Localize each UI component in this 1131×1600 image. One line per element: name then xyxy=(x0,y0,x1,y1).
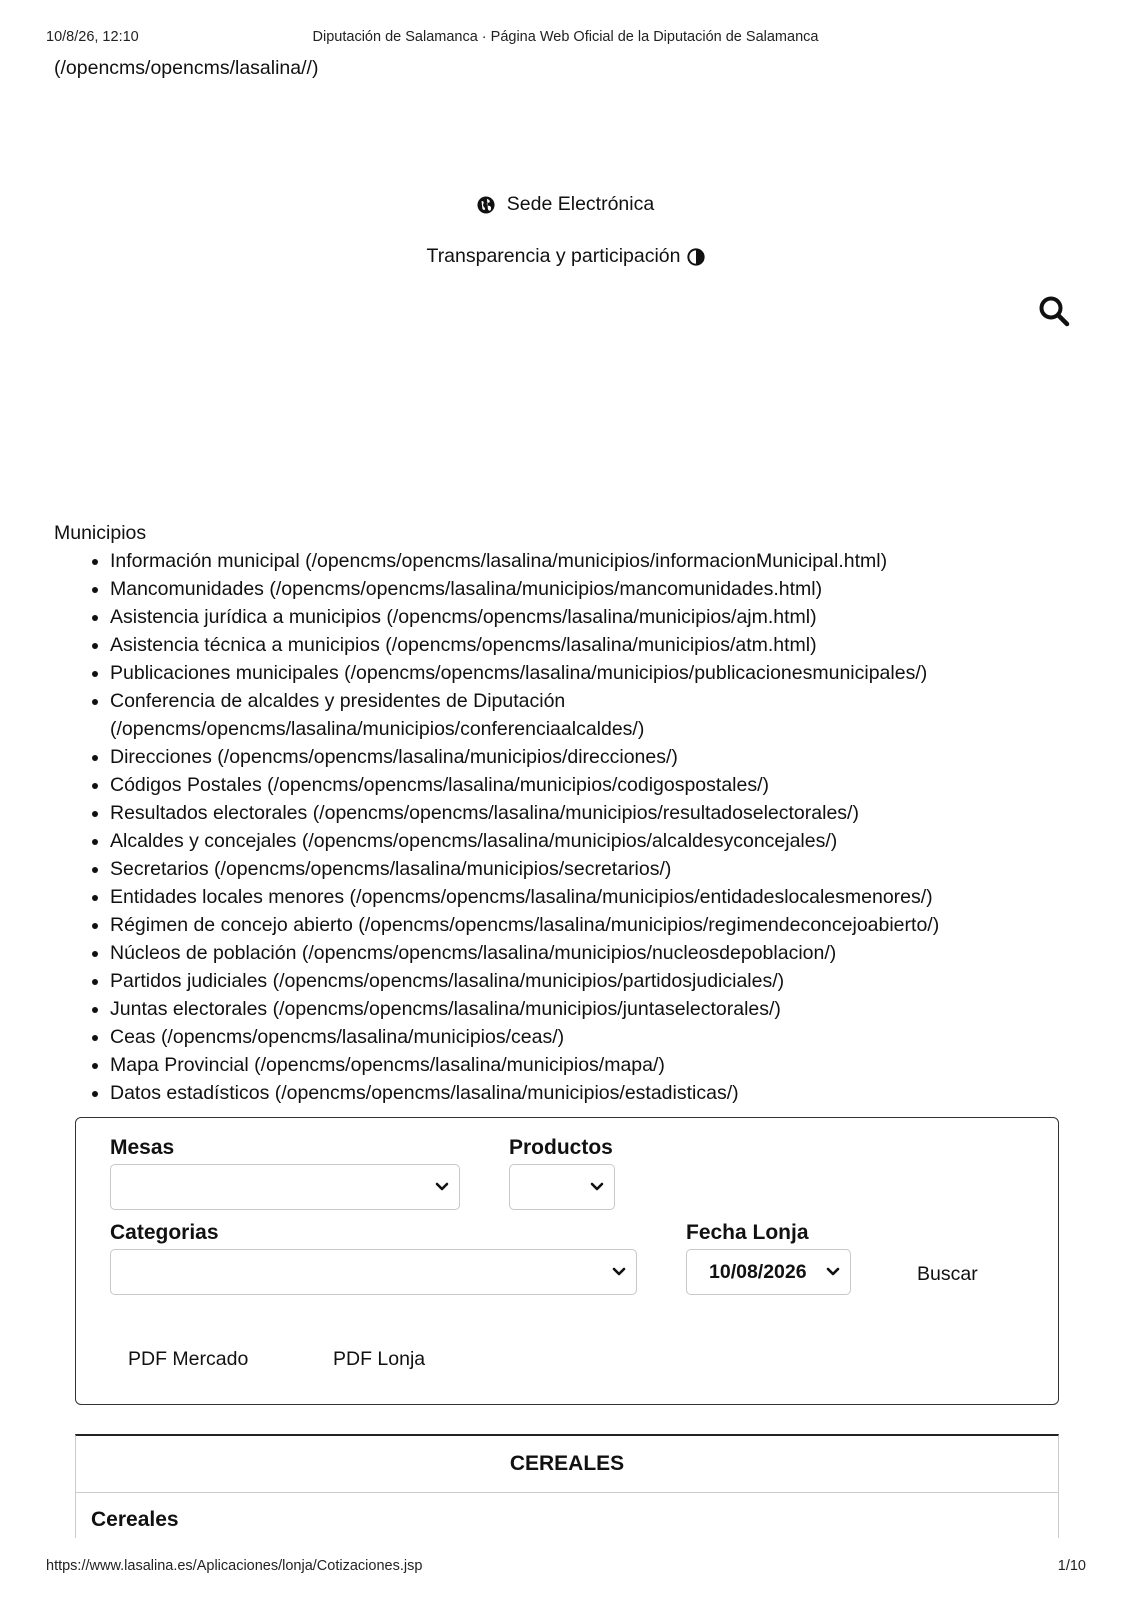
menu-item-resultados-electorales[interactable]: • Resultados electorales (/opencms/opencms/lasalina/municipios/resultadoselectorales/) xyxy=(110,799,1074,827)
home-link[interactable]: (/opencms/opencms/lasalina//) xyxy=(54,57,319,79)
buscar-button[interactable]: Buscar xyxy=(917,1263,978,1285)
mesas-label: Mesas xyxy=(110,1136,175,1159)
menu-item-publicaciones-municipales[interactable]: • Publicaciones municipales (/opencms/opencms/lasalina/municipios/publicacionesmunicipales/) xyxy=(110,659,1074,687)
sede-electronica-link[interactable] xyxy=(0,193,1131,216)
productos-label: Productos xyxy=(509,1136,613,1159)
menu-item-alcaldes-concejales[interactable]: • Alcaldes y concejales (/opencms/opencms/lasalina/municipios/alcaldesyconcejales/) xyxy=(110,827,1074,855)
transparencia-link[interactable] xyxy=(0,245,1131,268)
menu-item-regimen-concejo-abierto[interactable]: • Régimen de concejo abierto (/opencms/opencms/lasalina/municipios/regimendeconcejoabierto/) xyxy=(110,911,1074,939)
categorias-label: Categorias xyxy=(110,1221,219,1244)
menu-item-conferencia-alcaldes[interactable]: • Conferencia de alcaldes y presidentes de Diputación (/opencms/opencms/lasalina/municipios/conferenciaalcaldes/) xyxy=(110,687,1074,743)
menu-item-nucleos-poblacion[interactable]: • Núcleos de población (/opencms/opencms/lasalina/municipios/nucleosdepoblacion/) xyxy=(110,939,1074,967)
menu-item-asistencia-tecnica[interactable]: • Asistencia técnica a municipios (/opencms/opencms/lasalina/municipios/atm.html) xyxy=(110,631,1074,659)
print-url: https://www.lasalina.es/Aplicaciones/lonja/Cotizaciones.jsp xyxy=(46,1558,423,1574)
print-page-number: 1/10 xyxy=(1057,1558,1086,1574)
print-date: 10/8/26, 12:10 xyxy=(46,29,139,45)
productos-select[interactable] xyxy=(509,1164,615,1210)
menu-item-partidos-judiciales[interactable]: • Partidos judiciales (/opencms/opencms/lasalina/municipios/partidosjudiciales/) xyxy=(110,967,1074,995)
mesas-select[interactable] xyxy=(110,1164,460,1210)
pdf-lonja-button[interactable]: PDF Lonja xyxy=(333,1348,426,1370)
menu-list xyxy=(54,547,1074,1107)
chevron-down-icon xyxy=(826,1267,840,1277)
fecha-lonja-label: Fecha Lonja xyxy=(686,1221,809,1244)
menu-item-direcciones[interactable]: • Direcciones (/opencms/opencms/lasalina/municipios/direcciones/) xyxy=(110,743,1074,771)
transparencia-label: Transparencia y participación xyxy=(426,245,681,267)
globe-icon xyxy=(477,196,495,214)
menu-item-datos-estadisticos[interactable]: • Datos estadísticos (/opencms/opencms/lasalina/municipios/estadisticas/) xyxy=(110,1079,1074,1107)
fecha-lonja-select[interactable] xyxy=(686,1249,851,1295)
menu-item-secretarios[interactable]: • Secretarios (/opencms/opencms/lasalina/municipios/secretarios/) xyxy=(110,855,1074,883)
subsection-header: Cereales xyxy=(91,1508,179,1531)
section-header: CEREALES xyxy=(76,1436,1058,1493)
chevron-down-icon xyxy=(612,1267,626,1277)
menu-title: Municipios xyxy=(54,522,147,544)
print-page-title: Diputación de Salamanca · Página Web Oficial de la Diputación de Salamanca xyxy=(312,29,819,45)
menu-item-informacion-municipal[interactable]: • Información municipal (/opencms/opencms/lasalina/municipios/informacionMunicipal.html) xyxy=(110,547,1074,575)
menu-item-juntas-electorales[interactable]: • Juntas electorales (/opencms/opencms/lasalina/municipios/juntaselectorales/) xyxy=(110,995,1074,1023)
fecha-lonja-select-value: 10/08/2026 xyxy=(709,1261,807,1283)
sede-electronica-label: Sede Electrónica xyxy=(506,193,655,215)
menu-item-ceas[interactable]: • Ceas (/opencms/opencms/lasalina/municipios/ceas/) xyxy=(110,1023,1074,1051)
contrast-icon[interactable] xyxy=(687,248,705,266)
pdf-mercado-button[interactable]: PDF Mercado xyxy=(128,1348,249,1370)
menu-item-entidades-locales-menores[interactable]: • Entidades locales menores (/opencms/opencms/lasalina/municipios/entidadeslocalesmenores/) xyxy=(110,883,1074,911)
menu-item-mancomunidades[interactable]: • Mancomunidades (/opencms/opencms/lasalina/municipios/mancomunidades.html) xyxy=(110,575,1074,603)
menu-item-asistencia-juridica[interactable]: • Asistencia jurídica a municipios (/opencms/opencms/lasalina/municipios/ajm.html) xyxy=(110,603,1074,631)
search-icon[interactable] xyxy=(1038,295,1070,327)
lonja-filter-form xyxy=(75,1117,1059,1405)
categorias-select[interactable] xyxy=(110,1249,637,1295)
chevron-down-icon xyxy=(435,1182,449,1192)
chevron-down-icon xyxy=(590,1182,604,1192)
menu-item-codigos-postales[interactable]: • Códigos Postales (/opencms/opencms/lasalina/municipios/codigospostales/) xyxy=(110,771,1074,799)
municipios-menu xyxy=(54,519,1074,1107)
menu-item-mapa-provincial[interactable]: • Mapa Provincial (/opencms/opencms/lasalina/municipios/mapa/) xyxy=(110,1051,1074,1079)
